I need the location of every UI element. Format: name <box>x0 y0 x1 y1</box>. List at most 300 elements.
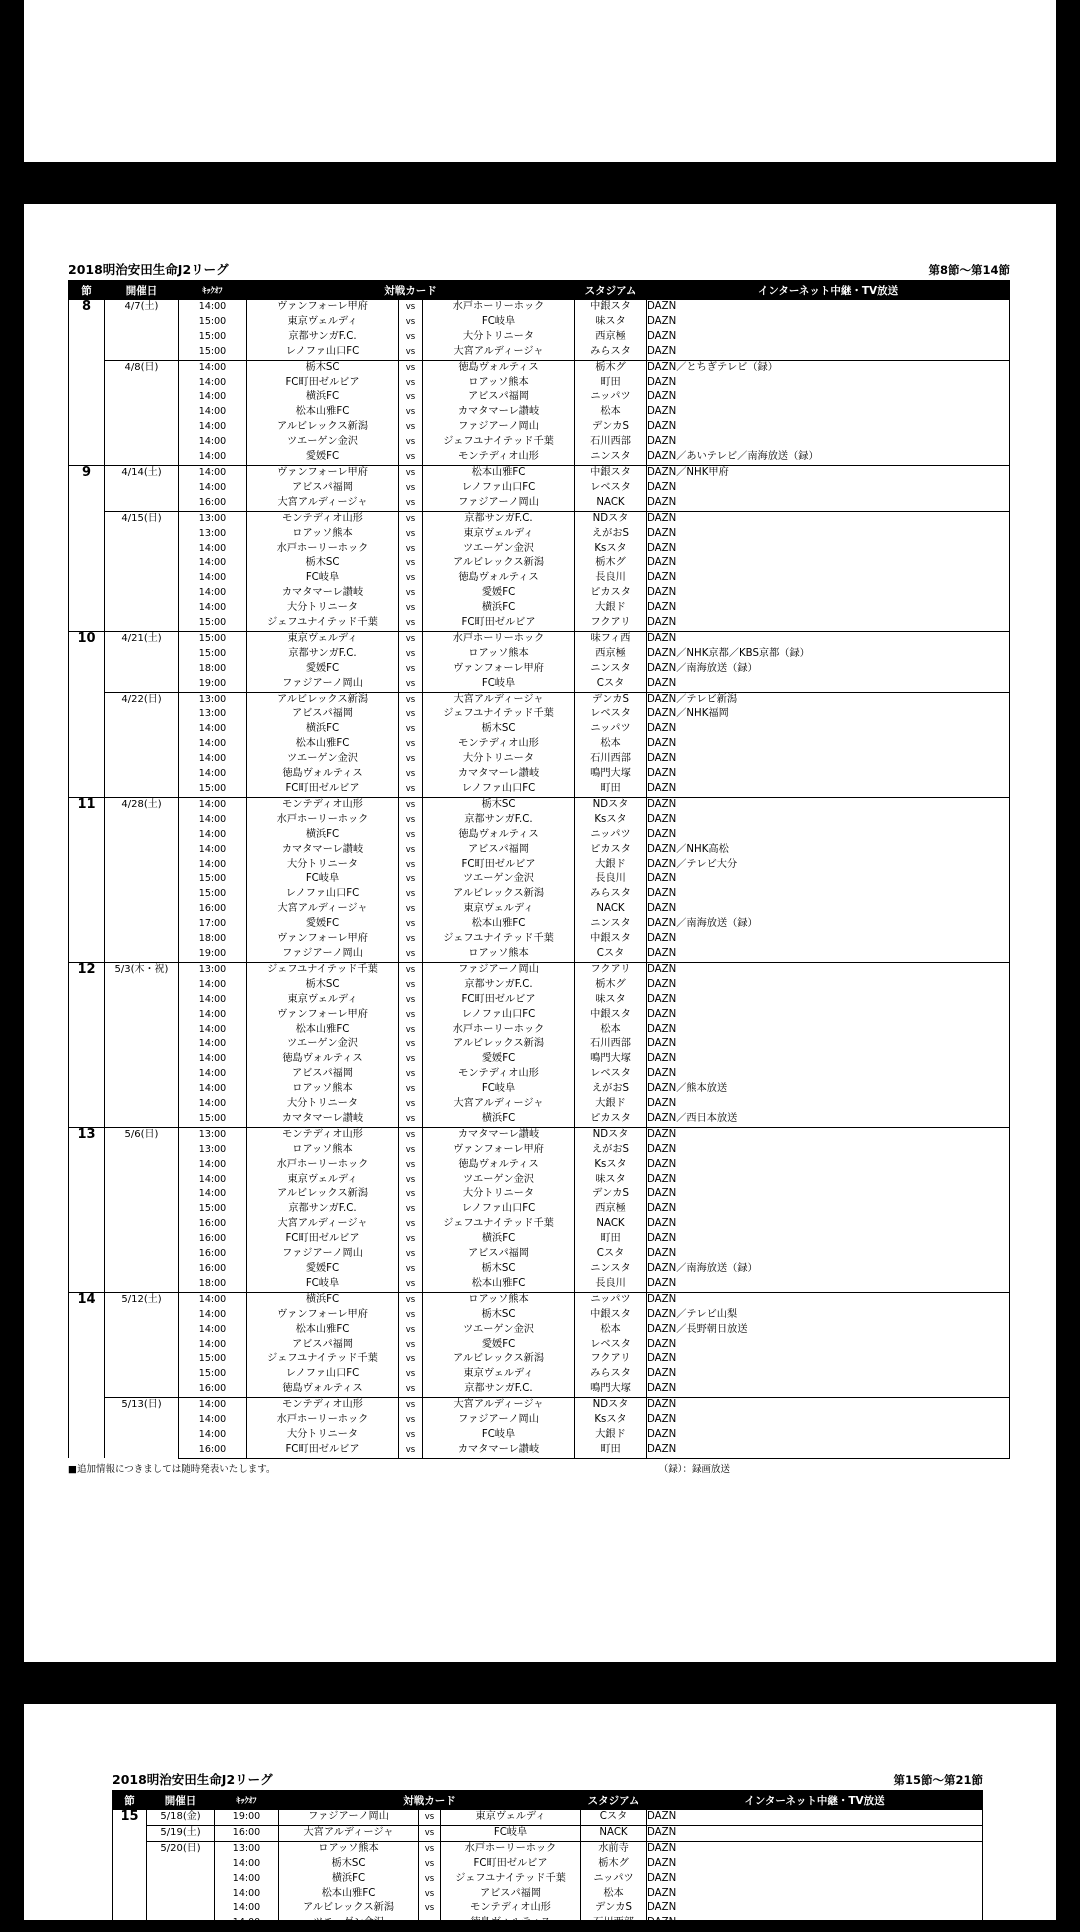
broadcast: DAZN <box>647 390 1010 405</box>
match-row <box>69 1443 1010 1458</box>
away-team: 栃木SC <box>423 797 575 812</box>
schedule-page <box>24 204 1056 1662</box>
kickoff-time: 14:00 <box>179 556 247 571</box>
broadcast: DAZN <box>647 1857 983 1872</box>
stadium: 中銀スタ <box>575 465 647 480</box>
stadium: 栃木グ <box>575 360 647 375</box>
schedule-document-2 <box>112 1770 983 1932</box>
match-row <box>69 828 1010 843</box>
vs-label: vs <box>399 677 423 692</box>
home-team: ファジアーノ岡山 <box>279 1810 419 1826</box>
home-team: カマタマーレ讃岐 <box>247 843 399 858</box>
stadium: 松本 <box>575 405 647 420</box>
kickoff-time: 19:00 <box>215 1810 279 1826</box>
header-broadcast: インターネット中継・TV放送 <box>647 1791 983 1810</box>
match-row <box>69 1352 1010 1367</box>
away-team: 大宮アルディージャ <box>453 1098 544 1110</box>
away-team: ファジアーノ岡山 <box>458 1414 539 1426</box>
home-team: レノファ山口FC <box>247 345 399 360</box>
match-row <box>113 1887 983 1902</box>
kickoff-time: 14:00 <box>179 767 247 782</box>
kickoff-time: 14:00 <box>179 1428 247 1443</box>
vs-label: vs <box>419 1901 441 1916</box>
away-team: 大宮アルディージャ <box>453 345 544 357</box>
stadium: ニッパツ <box>575 722 647 737</box>
away-team: 横浜FC <box>481 602 516 614</box>
away-team: 栃木SC <box>481 1308 516 1320</box>
match-row <box>69 692 1010 707</box>
stadium: NDスタ <box>575 511 647 526</box>
match-date: 5/3(木・祝) <box>105 962 179 1127</box>
kickoff-time: 14:00 <box>215 1872 279 1887</box>
vs-label: vs <box>399 797 423 812</box>
kickoff-time: 17:00 <box>179 917 247 932</box>
match-row <box>69 1008 1010 1023</box>
broadcast: DAZN <box>647 813 1010 828</box>
away-team: アルビレックス新潟 <box>452 888 545 900</box>
broadcast: DAZN <box>647 1367 1010 1382</box>
match-row <box>69 586 1010 601</box>
away-team: FC岐阜 <box>481 677 516 689</box>
home-team: ロアッソ熊本 <box>247 527 399 542</box>
stadium: みらスタ <box>575 1367 647 1382</box>
home-team: 栃木SC <box>247 360 399 375</box>
match-row <box>69 1187 1010 1202</box>
away-team: アルビレックス新潟 <box>452 1038 545 1050</box>
home-team: 大分トリニータ <box>247 601 399 616</box>
kickoff-time: 14:00 <box>179 1023 247 1038</box>
vs-label: vs <box>399 828 423 843</box>
kickoff-time: 15:00 <box>179 1352 247 1367</box>
away-team: レノファ山口FC <box>461 783 536 794</box>
home-team: ツエーゲン金沢 <box>247 752 399 767</box>
vs-label: vs <box>399 1158 423 1173</box>
stadium: デンカS <box>575 1187 647 1202</box>
broadcast: DAZN <box>647 1173 1010 1188</box>
broadcast: DAZN <box>647 496 1010 511</box>
home-team: 徳島ヴォルティス <box>247 767 399 782</box>
broadcast: DAZN <box>647 1023 1010 1038</box>
away-team: 徳島ヴォルティス <box>423 360 575 375</box>
broadcast: DAZN／NHK甲府 <box>647 465 1010 480</box>
away-team: ロアッソ熊本 <box>423 1292 575 1307</box>
match-date: 4/15(日) <box>105 511 179 631</box>
broadcast: DAZN <box>647 1187 1010 1202</box>
match-row <box>69 887 1010 902</box>
match-row <box>69 707 1010 722</box>
vs-label: vs <box>399 858 423 873</box>
vs-label: vs <box>399 300 423 315</box>
broadcast: DAZN <box>647 1413 1010 1428</box>
away-team: アビスパ福岡 <box>467 1248 530 1260</box>
match-date: 5/13(日) <box>105 1398 179 1459</box>
match-row <box>69 1292 1010 1307</box>
broadcast: DAZN <box>647 1097 1010 1112</box>
stadium: デンカS <box>581 1901 647 1916</box>
table-header-row <box>69 281 1010 300</box>
away-team: ロアッソ熊本 <box>468 376 529 388</box>
stadium: 町田 <box>575 1443 647 1458</box>
vs-label: vs <box>399 376 423 391</box>
match-row <box>69 1127 1010 1142</box>
match-row <box>69 1232 1010 1247</box>
vs-label: vs <box>399 1052 423 1067</box>
broadcast: DAZN／テレビ新潟 <box>647 692 1010 707</box>
vs-label: vs <box>399 1398 423 1413</box>
match-row <box>69 858 1010 873</box>
stadium: えがおS <box>575 1143 647 1158</box>
kickoff-time: 13:00 <box>215 1841 279 1856</box>
stadium: みらスタ <box>575 887 647 902</box>
home-team: 大分トリニータ <box>247 858 399 873</box>
vs-label: vs <box>419 1916 441 1931</box>
vs-label: vs <box>399 1127 423 1142</box>
away-team: 徳島ヴォルティス <box>458 828 539 840</box>
previous-page-fragment <box>24 0 1056 162</box>
kickoff-time: 15:00 <box>179 345 247 360</box>
home-team: ロアッソ熊本 <box>247 1143 399 1158</box>
header-stadium: スタジアム <box>581 1791 647 1810</box>
stadium: 中銀スタ <box>575 300 647 315</box>
match-row <box>69 1308 1010 1323</box>
stadium: ニンスタ <box>575 917 647 932</box>
stadium: 石川西部 <box>575 435 647 450</box>
broadcast: DAZN／南海放送（録） <box>647 917 1010 932</box>
match-date: 5/19(土) <box>147 1825 215 1841</box>
broadcast: DAZN <box>647 1158 1010 1173</box>
home-team: 徳島ヴォルティス <box>247 1382 399 1397</box>
kickoff-time: 14:00 <box>215 1857 279 1872</box>
home-team: ツエーゲン金沢 <box>279 1916 419 1931</box>
home-team: カマタマーレ讃岐 <box>247 1112 399 1127</box>
broadcast: DAZN／テレビ山梨 <box>647 1308 1010 1323</box>
broadcast: DAZN <box>647 527 1010 542</box>
broadcast: DAZN／NHK福岡 <box>647 707 1010 722</box>
stadium: 松本 <box>575 1323 647 1338</box>
section-number: 12 <box>69 962 105 1127</box>
match-row <box>113 1872 983 1887</box>
away-team: FC町田ゼルビア <box>461 617 536 629</box>
kickoff-time: 19:00 <box>179 677 247 692</box>
broadcast: DAZN <box>647 1247 1010 1262</box>
kickoff-time: 14:00 <box>179 1398 247 1413</box>
kickoff-time: 14:00 <box>179 1067 247 1082</box>
match-row <box>69 993 1010 1008</box>
kickoff-time: 14:00 <box>215 1901 279 1916</box>
vs-label: vs <box>399 420 423 435</box>
match-row <box>69 932 1010 947</box>
away-team: 横浜FC <box>481 1233 516 1245</box>
stadium: 松本 <box>575 1023 647 1038</box>
broadcast: DAZN <box>647 300 1010 315</box>
match-row <box>69 1173 1010 1188</box>
kickoff-time: 14:00 <box>179 360 247 375</box>
vs-label: vs <box>419 1825 441 1841</box>
match-row <box>69 601 1010 616</box>
vs-label: vs <box>399 962 423 977</box>
stadium: デンカS <box>575 420 647 435</box>
stadium: えがおS <box>575 527 647 542</box>
vs-label: vs <box>399 601 423 616</box>
home-team: 水戸ホーリーホック <box>247 1158 399 1173</box>
kickoff-time: 14:00 <box>179 1187 247 1202</box>
kickoff-time: 16:00 <box>179 1262 247 1277</box>
broadcast: DAZN／南海放送（録） <box>647 662 1010 677</box>
stadium: 味フィ西 <box>575 631 647 646</box>
vs-label: vs <box>399 722 423 737</box>
home-team: アビスパ福岡 <box>247 1338 399 1353</box>
vs-label: vs <box>399 1008 423 1023</box>
header-match-card: 対戦カード <box>247 281 575 300</box>
match-row <box>69 917 1010 932</box>
vs-label: vs <box>399 360 423 375</box>
match-row <box>69 1262 1010 1277</box>
broadcast: DAZN <box>647 947 1010 962</box>
vs-label: vs <box>399 843 423 858</box>
home-team: アルビレックス新潟 <box>279 1901 419 1916</box>
home-team: 水戸ホーリーホック <box>247 813 399 828</box>
home-team: 京都サンガF.C. <box>247 1202 399 1217</box>
home-team: ロアッソ熊本 <box>247 1082 399 1097</box>
vs-label: vs <box>399 887 423 902</box>
away-team: FC町田ゼルビア <box>461 858 536 870</box>
match-row <box>69 1158 1010 1173</box>
match-row <box>113 1901 983 1916</box>
away-team: 東京ヴェルディ <box>463 903 534 915</box>
kickoff-time: 14:00 <box>179 376 247 391</box>
home-team: 東京ヴェルディ <box>247 993 399 1008</box>
away-team: ヴァンフォーレ甲府 <box>453 662 544 674</box>
kickoff-time: 16:00 <box>179 1247 247 1262</box>
away-team: 京都サンガF.C. <box>464 813 533 825</box>
away-team: 水戸ホーリーホック <box>441 1841 581 1856</box>
stadium: Cスタ <box>575 947 647 962</box>
header-broadcast: インターネット中継・TV放送 <box>647 281 1010 300</box>
home-team: 京都サンガF.C. <box>247 330 399 345</box>
header-kickoff: ｷｯｸｵﾌ <box>179 281 247 300</box>
stadium: 石川西部 <box>581 1916 647 1931</box>
stadium: Ksスタ <box>575 813 647 828</box>
broadcast: DAZN／西日本放送 <box>647 1112 1010 1127</box>
broadcast: DAZN <box>647 1338 1010 1353</box>
kickoff-time: 16:00 <box>179 1217 247 1232</box>
kickoff-time: 14:00 <box>179 978 247 993</box>
match-row <box>69 376 1010 391</box>
away-team: ツエーゲン金沢 <box>463 1173 534 1185</box>
away-team: FC岐阜 <box>481 315 516 327</box>
match-row <box>69 947 1010 962</box>
home-team: 横浜FC <box>247 1292 399 1307</box>
kickoff-time: 15:00 <box>179 872 247 887</box>
broadcast: DAZN <box>647 1887 983 1902</box>
away-team: モンテディオ山形 <box>458 451 539 463</box>
vs-label: vs <box>399 435 423 450</box>
vs-label: vs <box>399 1187 423 1202</box>
kickoff-time: 14:00 <box>179 571 247 586</box>
section-number: 14 <box>69 1292 105 1458</box>
broadcast: DAZN <box>647 1232 1010 1247</box>
stadium: 中銀スタ <box>575 932 647 947</box>
vs-label: vs <box>399 1217 423 1232</box>
broadcast: DAZN <box>647 1052 1010 1067</box>
kickoff-time: 14:00 <box>179 300 247 315</box>
section-number: 15 <box>113 1810 147 1932</box>
kickoff-time: 14:00 <box>179 1082 247 1097</box>
kickoff-time: 13:00 <box>179 1143 247 1158</box>
kickoff-time: 14:00 <box>179 858 247 873</box>
vs-label: vs <box>399 782 423 797</box>
vs-label: vs <box>399 345 423 360</box>
schedule-table <box>68 280 1010 1459</box>
vs-label: vs <box>399 1292 423 1307</box>
kickoff-time: 14:00 <box>179 1173 247 1188</box>
kickoff-time: 14:00 <box>179 390 247 405</box>
broadcast: DAZN <box>647 631 1010 646</box>
away-team: 愛媛FC <box>481 1053 516 1065</box>
header-date: 開催日 <box>105 281 179 300</box>
broadcast: DAZN <box>647 345 1010 360</box>
vs-label: vs <box>399 872 423 887</box>
kickoff-time: 14:00 <box>179 420 247 435</box>
match-row <box>69 978 1010 993</box>
match-row <box>69 1323 1010 1338</box>
vs-label: vs <box>399 1443 423 1458</box>
home-team: 栃木SC <box>279 1857 419 1872</box>
stadium: 松本 <box>581 1887 647 1902</box>
vs-label: vs <box>399 1308 423 1323</box>
vs-label: vs <box>399 737 423 752</box>
broadcast: DAZN <box>647 1382 1010 1397</box>
match-date: 5/18(金) <box>147 1810 215 1826</box>
vs-label: vs <box>399 752 423 767</box>
match-row <box>69 542 1010 557</box>
away-team: カマタマーレ讃岐 <box>457 768 540 780</box>
stadium: ニンスタ <box>575 662 647 677</box>
away-team: ファジアーノ岡山 <box>458 421 539 433</box>
match-date: 4/28(土) <box>105 797 179 962</box>
away-team: 松本山雅FC <box>471 918 526 930</box>
stadium: NDスタ <box>575 797 647 812</box>
match-row <box>69 782 1010 797</box>
kickoff-time: 16:00 <box>179 1232 247 1247</box>
vs-label: vs <box>399 450 423 465</box>
stadium: 水前寺 <box>581 1841 647 1856</box>
league-title-2: 2018明治安田生命J2リーグ <box>112 1772 273 1787</box>
stadium: 石川西部 <box>575 752 647 767</box>
away-team: 東京ヴェルディ <box>463 1368 534 1380</box>
stadium: みらスタ <box>575 345 647 360</box>
vs-label: vs <box>399 1382 423 1397</box>
home-team: 横浜FC <box>247 828 399 843</box>
stadium: 松本 <box>575 737 647 752</box>
kickoff-time: 15:00 <box>179 887 247 902</box>
home-team: FC町田ゼルビア <box>247 1443 399 1458</box>
match-row <box>69 797 1010 812</box>
stadium: ピカスタ <box>575 1112 647 1127</box>
vs-label: vs <box>399 993 423 1008</box>
home-team: ファジアーノ岡山 <box>247 677 399 692</box>
away-team: 大宮アルディージャ <box>423 692 575 707</box>
home-team: モンテディオ山形 <box>247 1398 399 1413</box>
stadium: ニッパツ <box>575 828 647 843</box>
away-team: FC岐阜 <box>441 1825 581 1841</box>
vs-label: vs <box>399 947 423 962</box>
vs-label: vs <box>399 405 423 420</box>
home-team: ツエーゲン金沢 <box>247 1037 399 1052</box>
home-team: モンテディオ山形 <box>247 511 399 526</box>
match-row <box>69 962 1010 977</box>
kickoff-time: 18:00 <box>179 932 247 947</box>
kickoff-time: 13:00 <box>179 692 247 707</box>
kickoff-time: 15:00 <box>179 315 247 330</box>
match-row <box>69 420 1010 435</box>
broadcast: DAZN <box>647 1202 1010 1217</box>
home-team: ジェフユナイテッド千葉 <box>247 962 399 977</box>
kickoff-time: 14:00 <box>179 828 247 843</box>
away-team: ツエーゲン金沢 <box>463 873 534 885</box>
away-team: レノファ山口FC <box>461 1203 536 1215</box>
header-section: 節 <box>69 281 105 300</box>
away-team: 京都サンガF.C. <box>464 1383 533 1395</box>
broadcast: DAZN <box>647 828 1010 843</box>
match-row <box>69 1067 1010 1082</box>
broadcast: DAZN <box>647 405 1010 420</box>
vs-label: vs <box>399 917 423 932</box>
match-row <box>69 481 1010 496</box>
home-team: レノファ山口FC <box>247 1367 399 1382</box>
match-row <box>69 902 1010 917</box>
match-date: 5/12(土) <box>105 1292 179 1397</box>
stadium: フクアリ <box>575 962 647 977</box>
match-row <box>69 662 1010 677</box>
broadcast: DAZN <box>647 887 1010 902</box>
kickoff-time: 15:00 <box>179 1367 247 1382</box>
away-team: レノファ山口FC <box>461 1008 536 1020</box>
broadcast: DAZN／とちぎテレビ（録） <box>647 360 1010 375</box>
kickoff-time: 15:00 <box>179 631 247 646</box>
broadcast: DAZN <box>647 1810 983 1826</box>
home-team: アビスパ福岡 <box>247 1067 399 1082</box>
kickoff-time: 14:00 <box>179 481 247 496</box>
section-number: 13 <box>69 1127 105 1292</box>
vs-label: vs <box>399 542 423 557</box>
stadium: 味スタ <box>575 315 647 330</box>
match-row <box>69 813 1010 828</box>
stadium: フクアリ <box>575 616 647 631</box>
stadium: Cスタ <box>575 1247 647 1262</box>
home-team: アビスパ福岡 <box>247 481 399 496</box>
away-team: 横浜FC <box>481 1112 516 1124</box>
broadcast: DAZN <box>647 571 1010 586</box>
vs-label: vs <box>399 556 423 571</box>
home-team: 松本山雅FC <box>247 1323 399 1338</box>
home-team: 水戸ホーリーホック <box>247 542 399 557</box>
match-row <box>69 571 1010 586</box>
schedule-document <box>68 260 1010 1475</box>
match-row <box>69 1428 1010 1443</box>
broadcast: DAZN／NHK高松 <box>647 843 1010 858</box>
match-row <box>69 1247 1010 1262</box>
home-team: レノファ山口FC <box>247 887 399 902</box>
away-team: 大分トリニータ <box>462 753 535 765</box>
stadium: ニッパツ <box>575 1292 647 1307</box>
broadcast: DAZN <box>647 1008 1010 1023</box>
stadium: レベスタ <box>575 1067 647 1082</box>
home-team: 愛媛FC <box>247 662 399 677</box>
stadium: Cスタ <box>575 677 647 692</box>
document-footer <box>68 1461 1010 1475</box>
kickoff-time: 14:00 <box>179 1097 247 1112</box>
